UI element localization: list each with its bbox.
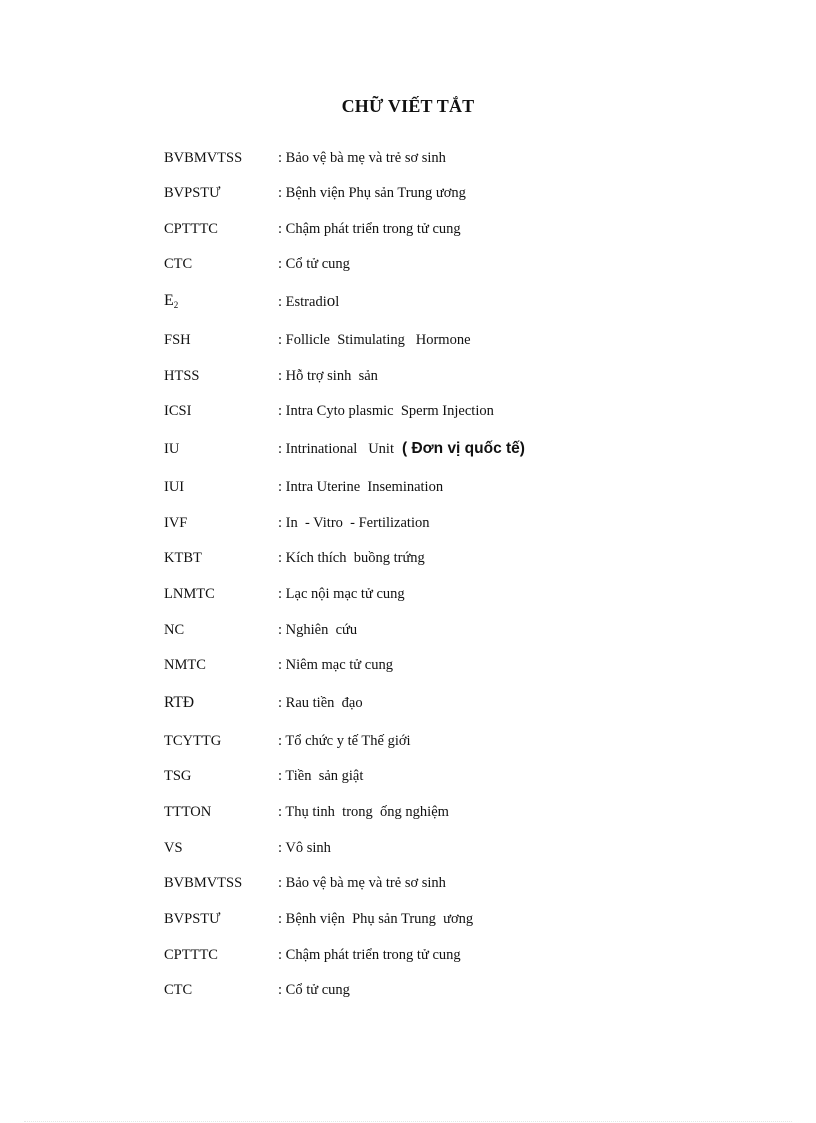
definition: : Tổ chức y tế Thế giới — [278, 733, 411, 749]
abbreviation: LNMTC — [164, 586, 215, 602]
definition-translation: ( Đơn vị quốc tế) — [401, 440, 525, 457]
definition: : Bệnh viện Phụ sản Trung ương — [278, 911, 474, 927]
abbreviation: BVPSTƯ — [164, 911, 221, 927]
definition: : Hỗ trợ sinh sản — [278, 368, 378, 384]
abbreviation: KTBT — [164, 550, 202, 566]
definition: : Bệnh viện Phụ sản Trung ương — [278, 185, 466, 201]
page-bottom-divider — [24, 1121, 792, 1122]
definition: : Cổ tử cung — [278, 982, 350, 998]
abbreviation: TTTON — [164, 804, 212, 820]
definition: : Rau tiền đạo — [278, 695, 363, 711]
definition: : Estradiol — [278, 291, 340, 310]
definition: : Cổ tử cung — [278, 256, 350, 272]
abbreviation: CPTTTC — [164, 221, 218, 237]
definition: : Tiền sản giật — [278, 768, 364, 784]
definition: : Intra Uterine Insemination — [278, 479, 444, 495]
definition: : Vô sinh — [278, 840, 331, 856]
definition: : Lạc nội mạc tử cung — [278, 586, 405, 602]
definition: : Chậm phát triển trong tử cung — [278, 947, 461, 963]
definition: : Kích thích buồng trứng — [278, 550, 425, 566]
abbreviation: ICSI — [164, 403, 192, 419]
abbreviation: TCYTTG — [164, 733, 222, 749]
definition: : Niêm mạc tử cung — [278, 657, 393, 673]
abbreviation: BVBMVTSS — [164, 875, 243, 891]
definition: : Thụ tinh trong ống nghiệm — [278, 804, 449, 820]
abbreviation: CTC — [164, 982, 193, 998]
abbreviation: $E_2$ — [164, 292, 179, 310]
abbreviation: CTC — [164, 256, 193, 272]
definition: : In - Vitro - Fertilization — [278, 515, 430, 531]
definition: : Bảo vệ bà mẹ và trẻ sơ sinh — [278, 150, 446, 166]
abbreviation: TSG — [164, 768, 192, 784]
definition: : Chậm phát triển trong tử cung — [278, 221, 461, 237]
definition: : Intra Cyto plasmic Sperm Injection — [278, 403, 494, 419]
abbreviation: NC — [164, 622, 185, 638]
abbreviation: BVBMVTSS — [164, 150, 243, 166]
abbreviation: IU — [164, 441, 180, 457]
definition: : Bảo vệ bà mẹ và trẻ sơ sinh — [278, 875, 446, 891]
definition: : Intrinational Unit ( Đơn vị quốc tế) — [278, 440, 525, 457]
abbreviation: VS — [164, 840, 183, 856]
definition: : Nghiên cứu — [278, 622, 358, 638]
abbreviation: FSH — [164, 332, 191, 348]
abbreviation: CPTTTC — [164, 947, 218, 963]
definition: : Follicle Stimulating Hormone — [278, 332, 471, 348]
subscript: 2 — [173, 300, 179, 310]
abbreviation: HTSS — [164, 368, 200, 384]
abbreviation: RTĐ — [164, 694, 195, 711]
abbreviation: NMTC — [164, 657, 206, 673]
abbreviation: IVF — [164, 515, 188, 531]
page-title: CHỮ VIẾT TẮT — [341, 96, 475, 116]
abbreviation: BVPSTƯ — [164, 185, 221, 201]
abbreviation: IUI — [164, 479, 185, 495]
